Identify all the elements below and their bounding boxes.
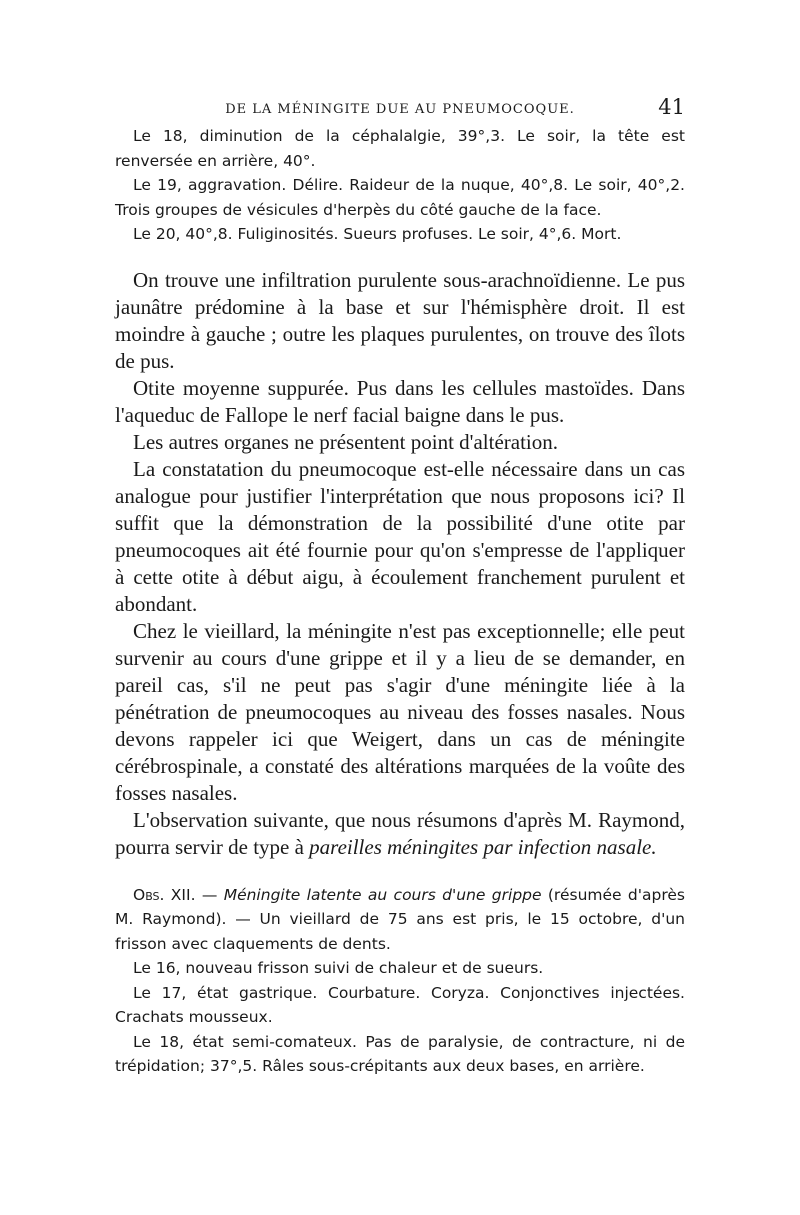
running-header [115,92,685,124]
book-page [115,92,685,1079]
observation-block [115,883,685,1079]
running-title: DE LA MÉNINGITE DUE AU PNEUMOCOQUE. [225,102,575,117]
case-note: Le 18, diminution de la céphalalgie, 39°,3. Le soir, la tête est renversée en arrière, 40°. [115,127,685,170]
observation-entry: Le 18, état semi-comateux. Pas de paralysie, de contracture, ni de trépidation; 37°,5. Râles sous-crépitants aux deux bases, en arrière. [115,1032,685,1075]
paragraph: On trouve une infiltration purulente sous-arachnoïdienne. Le pus jaunâtre prédomine à la base et sur l'hémisphère droit. Il est moindre à gauche ; outre les plaques purulentes, on trouve des îlots de pus. [115,267,685,373]
page-number: 41 [658,95,685,119]
paragraph-italic: pareilles méningites par infection nasale. [309,834,657,859]
observation-title: Méningite latente au cours d'une grippe [223,885,542,904]
case-note: Le 20, 40°,8. Fuliginosités. Sueurs profuses. Le soir, 4°,6. Mort. [133,225,622,243]
paragraph: Les autres organes ne présentent point d'altération. [133,429,559,454]
case-note: Le 19, aggravation. Délire. Raideur de la nuque, 40°,8. Le soir, 40°,2. Trois groupes de vésicules d'herpès du côté gauche de la face. [115,176,685,219]
body-text [115,267,685,861]
observation-intro [115,883,685,957]
observation-label: Obs. XII. — [133,885,224,904]
observation-entry: Le 16, nouveau frisson suivi de chaleur et de sueurs. [133,959,544,977]
paragraph: La constatation du pneumocoque est-elle nécessaire dans un cas analogue pour justifier l'interprétation que nous proposons ici? Il suffit que la démonstration de la possibilité d'une otite par pneumocoques ait été fournie pour qu'on s'empresse de l'appliquer à cette otite à début aigu, à écoulement franchement purulent et abondant. [115,456,685,616]
paragraph: Chez le vieillard, la méningite n'est pas exceptionnelle; elle peut survenir au cours d'une grippe et il y a lieu de se demander, en pareil cas, s'il ne peut pas s'agir d'une méningite liée à la pénétration de pneumocoques au niveau des fosses nasales. Nous devons rappeler ici que Weigert, dans un cas de méningite cérébrospinale, a constaté des altérations marquées de la voûte des fosses nasales. [115,618,685,805]
paragraph: Otite moyenne suppurée. Pus dans les cellules mastoïdes. Dans l'aqueduc de Fallope le nerf facial baigne dans le pus. [115,375,685,427]
paragraph [115,807,685,861]
paragraph-text: L'observation suivante, que nous résumons d'après M. Raymond, pourra servir de type à [115,807,685,859]
observation-text: (résumée d'après M. Raymond). — Un vieillard de 75 ans est pris, le 15 octobre, d'un frisson avec claquements de dents. [115,885,685,953]
observation-entry: Le 17, état gastrique. Courbature. Coryza. Conjonctives injectées. Crachats mousseux. [115,983,685,1026]
case-notes [115,124,685,247]
